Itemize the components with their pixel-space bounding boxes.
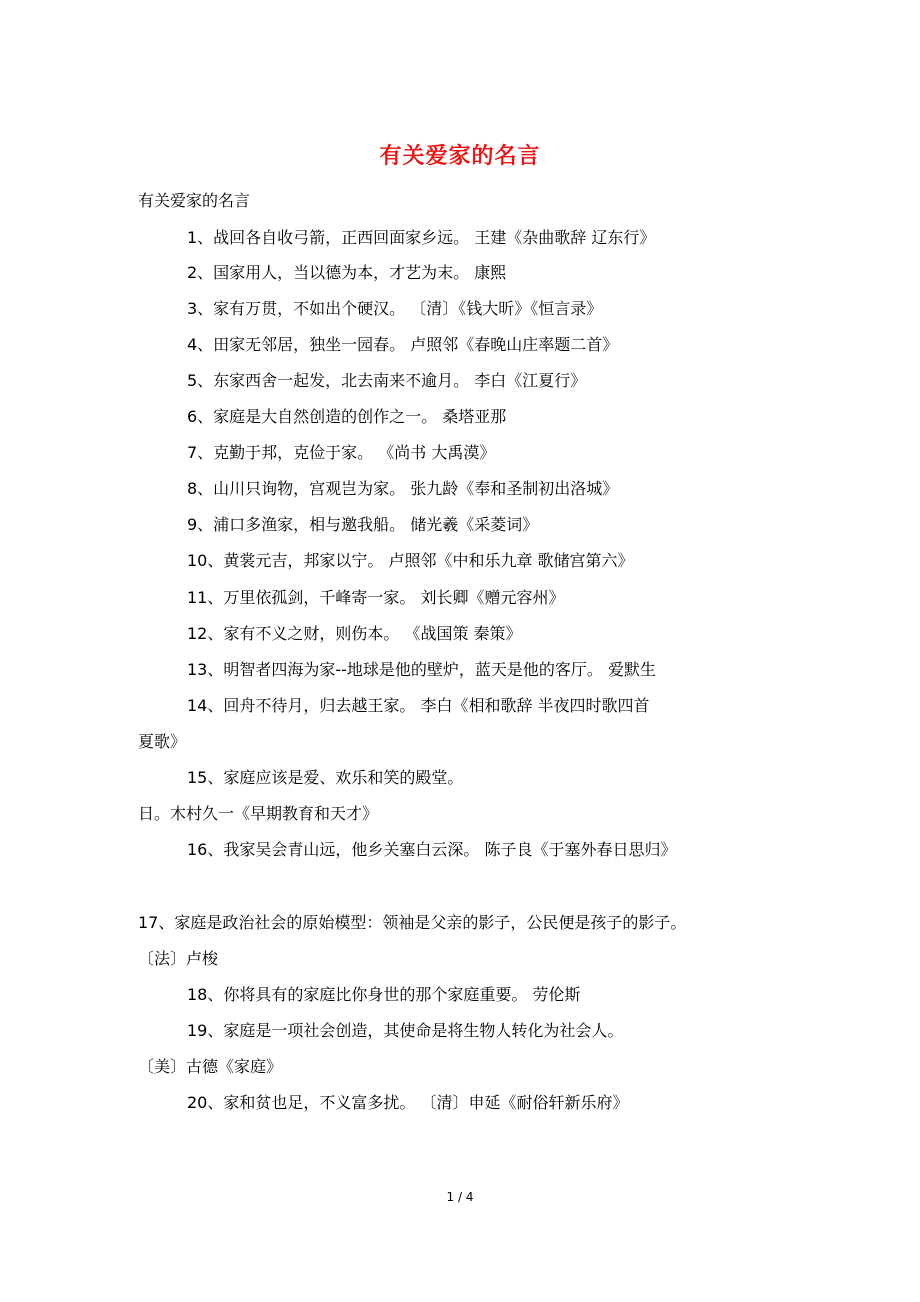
quote-line: 10、黄裳元吉，邦家以宁。 卢照邻《中和乐九章 歌储宫第六》: [187, 551, 634, 570]
quote-line: 3、家有万贯，不如出个硬汉。 〔清〕《钱大昕》《恒言录》: [187, 299, 603, 318]
document-subtitle: 有关爱家的名言: [138, 191, 251, 210]
quote-line: 5、东家西舍一起发，北去南来不逾月。 李白《江夏行》: [187, 371, 587, 390]
quote-line: 2、国家用人，当以德为本，才艺为末。 康熙: [187, 263, 507, 282]
quote-line: 4、田家无邻居，独坐一园春。 卢照邻《春晚山庄率题二首》: [187, 335, 619, 354]
quote-line-continuation: 日。木村久一《早期教育和天才》: [138, 804, 379, 823]
quote-line: 6、家庭是大自然创造的创作之一。 桑塔亚那: [187, 407, 507, 426]
quote-line: 17、家庭是政治社会的原始模型：领袖是父亲的影子，公民便是孩子的影子。: [138, 913, 687, 932]
quote-line: 14、回舟不待月，归去越王家。 李白《相和歌辞 半夜四时歌四首: [187, 696, 650, 715]
quote-line: 1、战回各自收弓箭，正西回面家乡远。 王建《杂曲歌辞 辽东行》: [187, 228, 656, 247]
page-number: 1 / 4: [446, 1190, 474, 1204]
quote-line: 9、浦口多渔家，相与邀我船。 储光羲《采菱词》: [187, 515, 539, 534]
quote-line: 7、克勤于邦，克俭于家。 《尚书 大禹漠》: [187, 443, 496, 462]
quote-line: 11、万里依孤剑，千峰寄一家。 刘长卿《赠元容州》: [187, 588, 565, 607]
quote-line: 18、你将具有的家庭比你身世的那个家庭重要。 劳伦斯: [187, 985, 581, 1004]
quote-line: 8、山川只询物，宫观岂为家。 张九龄《奉和圣制初出洛城》: [187, 479, 619, 498]
document-title: 有关爱家的名言: [379, 144, 541, 169]
quote-line: 16、我家吴会青山远，他乡关塞白云深。 陈子良《于塞外春日思归》: [187, 840, 677, 859]
quote-line-continuation: 〔美〕古德《家庭》: [138, 1057, 283, 1076]
quote-line: 15、家庭应该是爱、欢乐和笑的殿堂。: [187, 768, 464, 787]
quote-line-continuation: 夏歌》: [138, 732, 187, 751]
quote-line: 13、明智者四海为家--地球是他的壁炉，蓝天是他的客厅。 爱默生: [187, 660, 656, 679]
quote-line: 20、家和贫也足，不义富多扰。 〔清〕申延《耐俗轩新乐府》: [187, 1093, 629, 1112]
quote-line: 12、家有不义之财，则伤本。 《战国策 秦策》: [187, 624, 522, 643]
quote-line: 19、家庭是一项社会创造，其使命是将生物人转化为社会人。: [187, 1021, 624, 1040]
quote-line-continuation: 〔法〕卢梭: [138, 949, 219, 968]
